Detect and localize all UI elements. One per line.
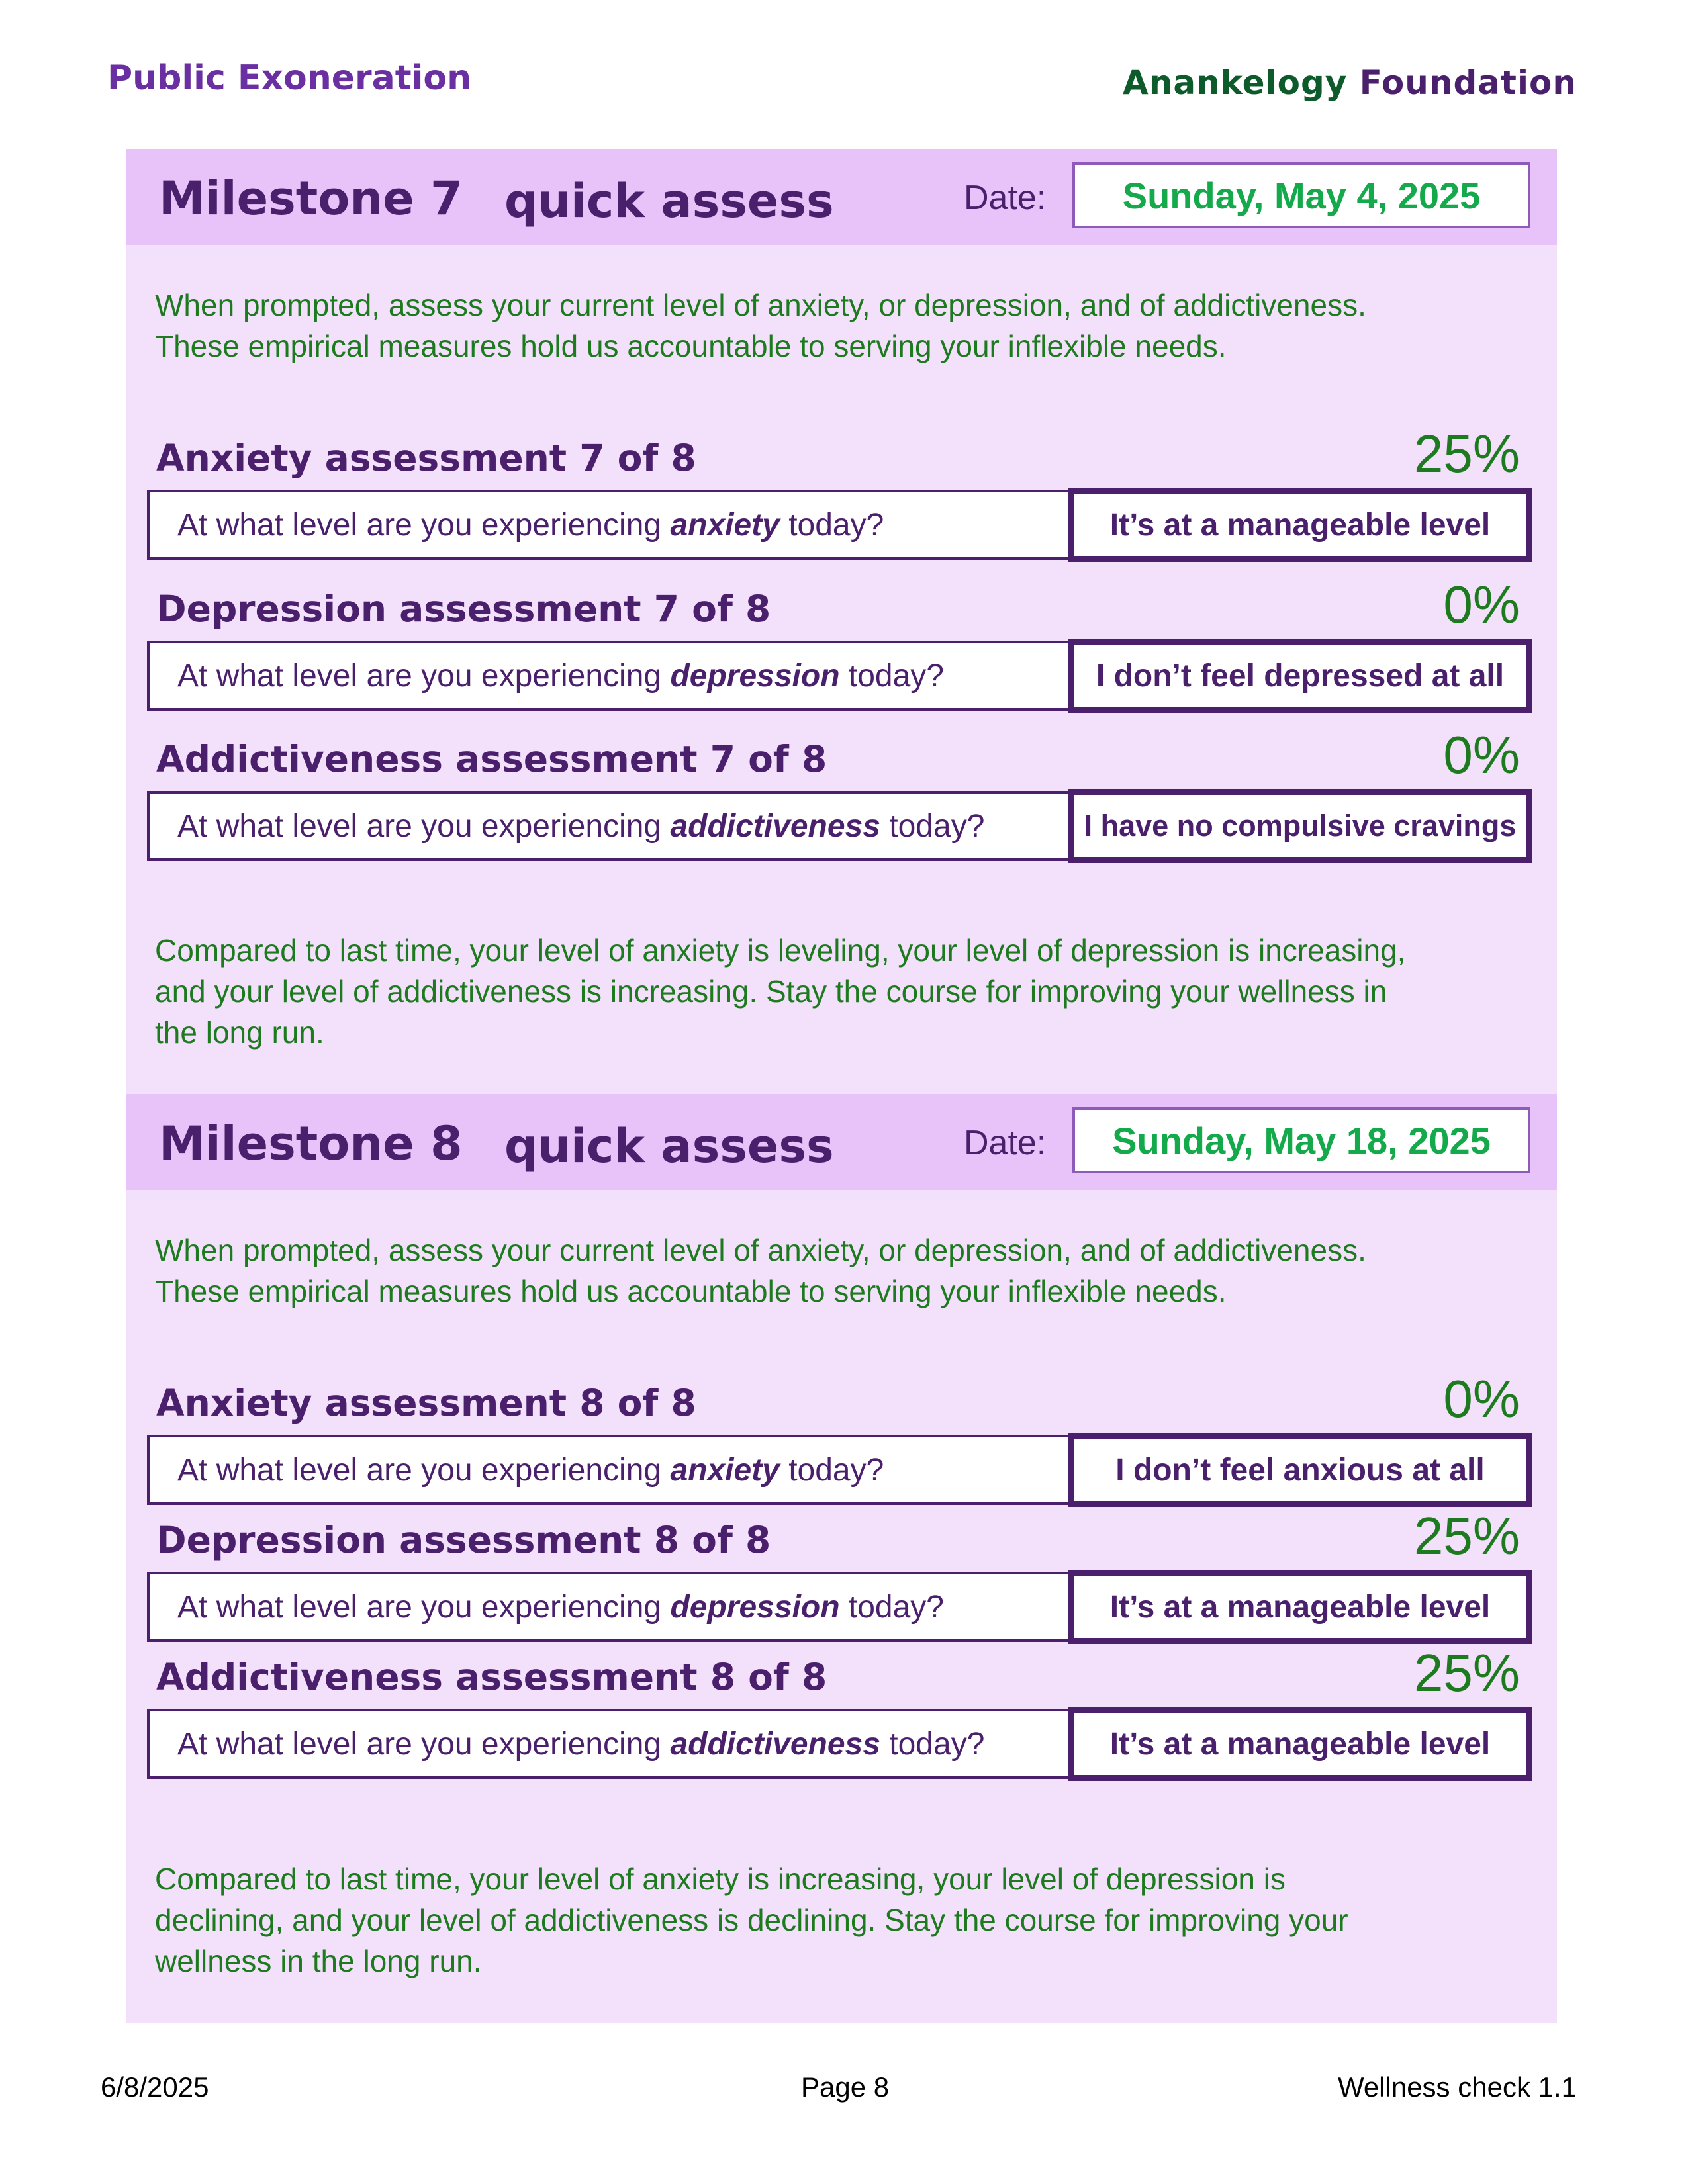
question-text — [177, 1589, 944, 1625]
summary-line: Compared to last time, your level of anxiety is increasing, your level of depression is — [155, 1862, 1286, 1896]
question-keyword: anxiety — [670, 508, 780, 543]
intro-line: When prompted, assess your current level of anxiety, or depression, and of addictiveness. — [155, 1233, 1366, 1267]
depression-heading: Depression assessment 7 of 8 — [156, 588, 771, 630]
question-prefix: At what level are you experiencing — [177, 508, 662, 543]
question-keyword: addictiveness — [670, 809, 880, 844]
question-suffix: today? — [889, 1727, 985, 1762]
addictiveness-question-box — [147, 1709, 1074, 1779]
question-prefix: At what level are you experiencing — [177, 1453, 662, 1488]
question-suffix: today? — [889, 809, 985, 844]
addictiveness-percent: 0% — [1443, 725, 1520, 784]
date-label: Date: — [964, 1124, 1047, 1162]
milestone-7-summary — [155, 930, 1532, 1053]
question-text — [177, 1726, 984, 1762]
summary-line: wellness in the long run. — [155, 1944, 482, 1978]
addictiveness-heading: Addictiveness assessment 8 of 8 — [156, 1656, 827, 1698]
milestone-7-intro — [155, 285, 1532, 367]
question-keyword: addictiveness — [670, 1727, 880, 1762]
depression-question-box — [147, 641, 1074, 711]
question-keyword: depression — [670, 1590, 840, 1625]
question-prefix: At what level are you experiencing — [177, 809, 662, 844]
addictiveness-answer-select[interactable]: I have no compulsive cravings — [1068, 789, 1532, 863]
milestone-subtitle: quick assess — [504, 174, 834, 228]
summary-line: declining, and your level of addictiveness is declining. Stay the course for improving your — [155, 1903, 1348, 1937]
header-right-part1: Anankelogy — [1123, 64, 1348, 102]
addictiveness-question-box — [147, 791, 1074, 861]
depression-percent: 0% — [1443, 575, 1520, 634]
milestone-8-summary — [155, 1858, 1532, 1981]
intro-line: When prompted, assess your current level of anxiety, or depression, and of addictiveness. — [155, 288, 1366, 322]
summary-line: the long run. — [155, 1015, 324, 1050]
question-keyword: anxiety — [670, 1453, 780, 1488]
question-text — [177, 808, 984, 844]
question-prefix: At what level are you experiencing — [177, 1727, 662, 1762]
footer-date: 6/8/2025 — [101, 2071, 209, 2103]
depression-answer-select[interactable]: It’s at a manageable level — [1068, 1570, 1532, 1644]
milestone-8-header — [126, 1094, 1557, 1190]
footer-page-number: Page 8 — [801, 2071, 890, 2103]
question-text — [177, 1452, 884, 1488]
date-field[interactable]: Sunday, May 18, 2025 — [1072, 1107, 1530, 1173]
question-suffix: today? — [788, 1453, 884, 1488]
question-prefix: At what level are you experiencing — [177, 659, 662, 694]
addictiveness-percent: 25% — [1413, 1643, 1520, 1702]
milestone-title: Milestone 8 — [159, 1116, 463, 1171]
anxiety-heading: Anxiety assessment 7 of 8 — [156, 437, 696, 479]
date-label: Date: — [964, 179, 1047, 217]
milestone-8-intro — [155, 1230, 1532, 1312]
addictiveness-answer-select[interactable]: It’s at a manageable level — [1068, 1707, 1532, 1781]
summary-line: Compared to last time, your level of anxiety is leveling, your level of depression is increasing, — [155, 933, 1406, 968]
anxiety-question-box — [147, 490, 1074, 560]
question-text — [177, 658, 944, 694]
date-field[interactable]: Sunday, May 4, 2025 — [1072, 162, 1530, 228]
header-left-title: Public Exoneration — [107, 58, 472, 98]
summary-line: and your level of addictiveness is increasing. Stay the course for improving your wellness in — [155, 974, 1387, 1009]
anxiety-question-box — [147, 1435, 1074, 1505]
footer-version: Wellness check 1.1 — [1337, 2071, 1577, 2103]
question-keyword: depression — [670, 659, 840, 694]
intro-line: These empirical measures hold us accountable to serving your inflexible needs. — [155, 1274, 1227, 1308]
question-suffix: today? — [788, 508, 884, 543]
anxiety-answer-select[interactable]: I don’t feel anxious at all — [1068, 1433, 1532, 1507]
question-prefix: At what level are you experiencing — [177, 1590, 662, 1625]
milestone-title: Milestone 7 — [159, 171, 463, 226]
addictiveness-heading: Addictiveness assessment 7 of 8 — [156, 738, 827, 780]
milestone-subtitle: quick assess — [504, 1119, 834, 1173]
question-text — [177, 507, 884, 543]
depression-percent: 25% — [1413, 1506, 1520, 1565]
depression-question-box — [147, 1572, 1074, 1642]
header-right-title — [1123, 64, 1577, 102]
milestone-7-header — [126, 149, 1557, 245]
header-right-part2: Foundation — [1359, 64, 1577, 102]
intro-line: These empirical measures hold us accountable to serving your inflexible needs. — [155, 329, 1227, 363]
depression-heading: Depression assessment 8 of 8 — [156, 1519, 771, 1561]
anxiety-percent: 25% — [1413, 424, 1520, 483]
anxiety-percent: 0% — [1443, 1369, 1520, 1428]
question-suffix: today? — [848, 1590, 944, 1625]
question-suffix: today? — [848, 659, 944, 694]
depression-answer-select[interactable]: I don’t feel depressed at all — [1068, 639, 1532, 713]
anxiety-answer-select[interactable]: It’s at a manageable level — [1068, 488, 1532, 562]
anxiety-heading: Anxiety assessment 8 of 8 — [156, 1382, 696, 1424]
